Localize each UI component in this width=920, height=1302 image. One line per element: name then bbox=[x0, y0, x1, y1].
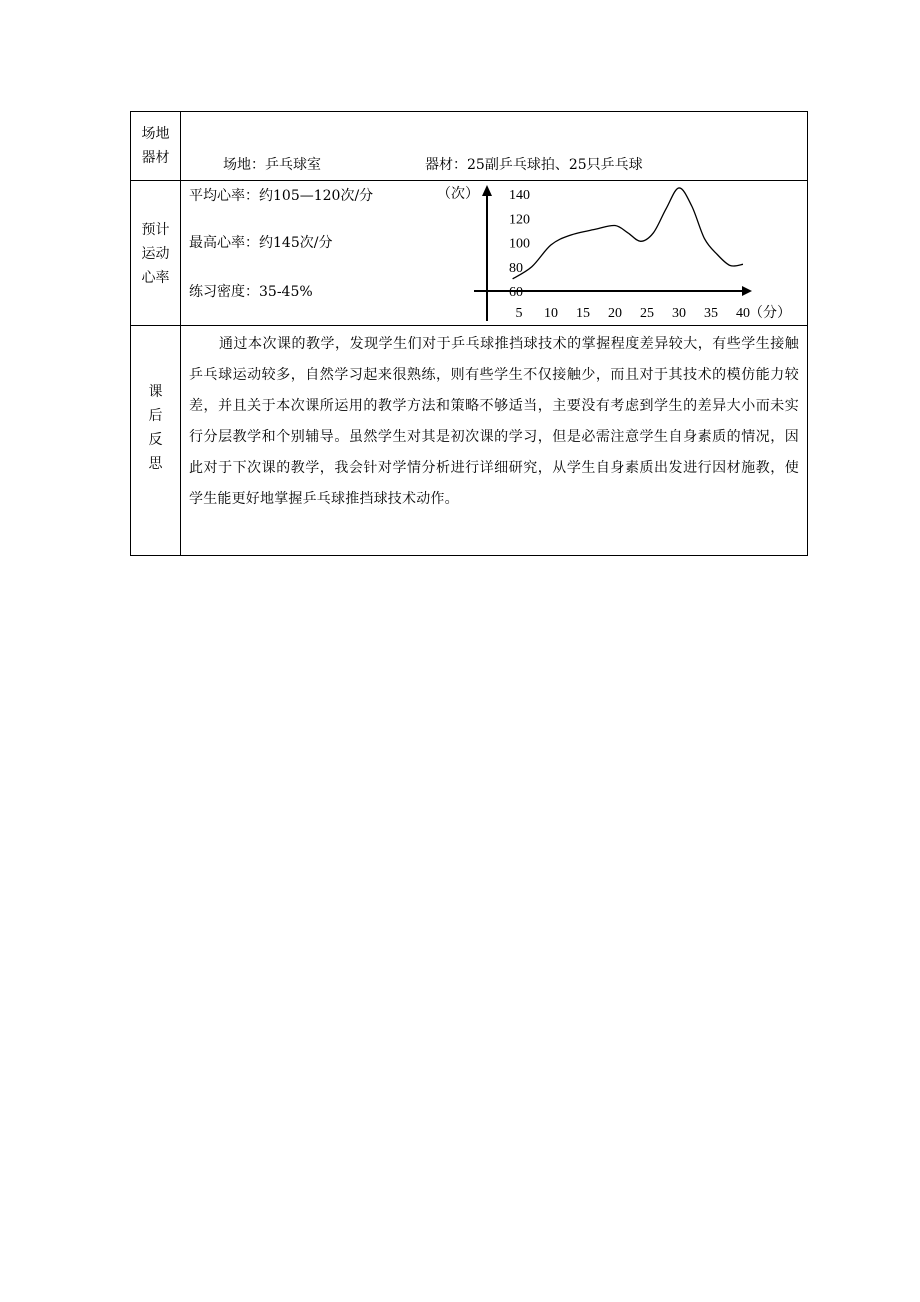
venue-text: 场地：乒乓球室 bbox=[223, 157, 321, 173]
header-line: 预计 bbox=[141, 222, 170, 239]
x-tick-label: 20 bbox=[608, 306, 622, 322]
header-line: 后 bbox=[148, 408, 163, 425]
header-line: 反 bbox=[148, 432, 163, 449]
x-tick-label: 5 bbox=[515, 306, 523, 322]
lesson-plan-table bbox=[130, 111, 808, 556]
equipment-text: 器材：25副乒乓球拍、25只乒乓球 bbox=[425, 157, 643, 173]
reflection-cell bbox=[181, 326, 808, 556]
x-tick-label: 25 bbox=[640, 306, 654, 322]
y-tick-label: 80 bbox=[509, 260, 523, 276]
header-line: 场地 bbox=[141, 126, 170, 142]
y-axis-arrow bbox=[482, 185, 492, 196]
y-tick-label: 140 bbox=[509, 188, 530, 204]
x-tick-label: 40 bbox=[736, 306, 750, 322]
x-tick-label: 30 bbox=[672, 306, 686, 322]
header-line: 心率 bbox=[141, 270, 170, 287]
x-axis-arrow bbox=[742, 286, 752, 296]
heart-rate-cell bbox=[181, 181, 808, 326]
reflection-row bbox=[131, 326, 808, 556]
heart-rate-curve bbox=[513, 188, 743, 279]
x-axis-title: （分） bbox=[749, 306, 791, 322]
x-tick-label: 35 bbox=[704, 306, 718, 322]
y-tick-label: 120 bbox=[509, 212, 530, 228]
header-line: 运动 bbox=[141, 246, 170, 263]
header-line: 课 bbox=[148, 384, 163, 401]
reflection-header bbox=[131, 326, 181, 556]
exercise-density: 练习密度：35-45% bbox=[189, 284, 313, 301]
x-tick-label: 15 bbox=[576, 306, 590, 322]
header-line: 思 bbox=[148, 456, 163, 473]
venue-equipment-header bbox=[131, 112, 181, 181]
x-tick-label: 10 bbox=[544, 306, 558, 322]
heart-rate-row bbox=[131, 181, 808, 326]
average-heart-rate: 平均心率：约105—120次/分 bbox=[189, 188, 374, 205]
header-line: 器材 bbox=[141, 150, 170, 166]
venue-equipment-row bbox=[131, 112, 808, 181]
venue-equipment-cell bbox=[181, 112, 808, 181]
reflection-text: 通过本次课的教学，发现学生们对于乒乓球推挡球技术的掌握程度差异较大，有些学生接触乒乓球运动较多，自然学习起来很熟练，则有些学生不仅接触少，而且对于其技术的模仿能力较差，并且关于本次课所运用的教学方法和策略不够适当，主要没有考虑到学生的差异大小而未实行分层教学和个别辅导。虽然学生对其是初次课的学习，但是必需注意学生自身素质的情况，因此对于下次课的教学，我会针对学情分析进行详细研究，从学生自身素质出发进行因材施教，使学生能更好地掌握乒乓球推挡球技术动作。 bbox=[189, 336, 799, 508]
y-tick-label: 100 bbox=[509, 236, 530, 252]
y-axis-title: （次） bbox=[437, 187, 479, 203]
heart-rate-chart bbox=[181, 181, 808, 326]
max-heart-rate: 最高心率：约145次/分 bbox=[189, 235, 333, 252]
heart-rate-header bbox=[131, 181, 181, 326]
y-tick-label: 60 bbox=[509, 285, 523, 301]
